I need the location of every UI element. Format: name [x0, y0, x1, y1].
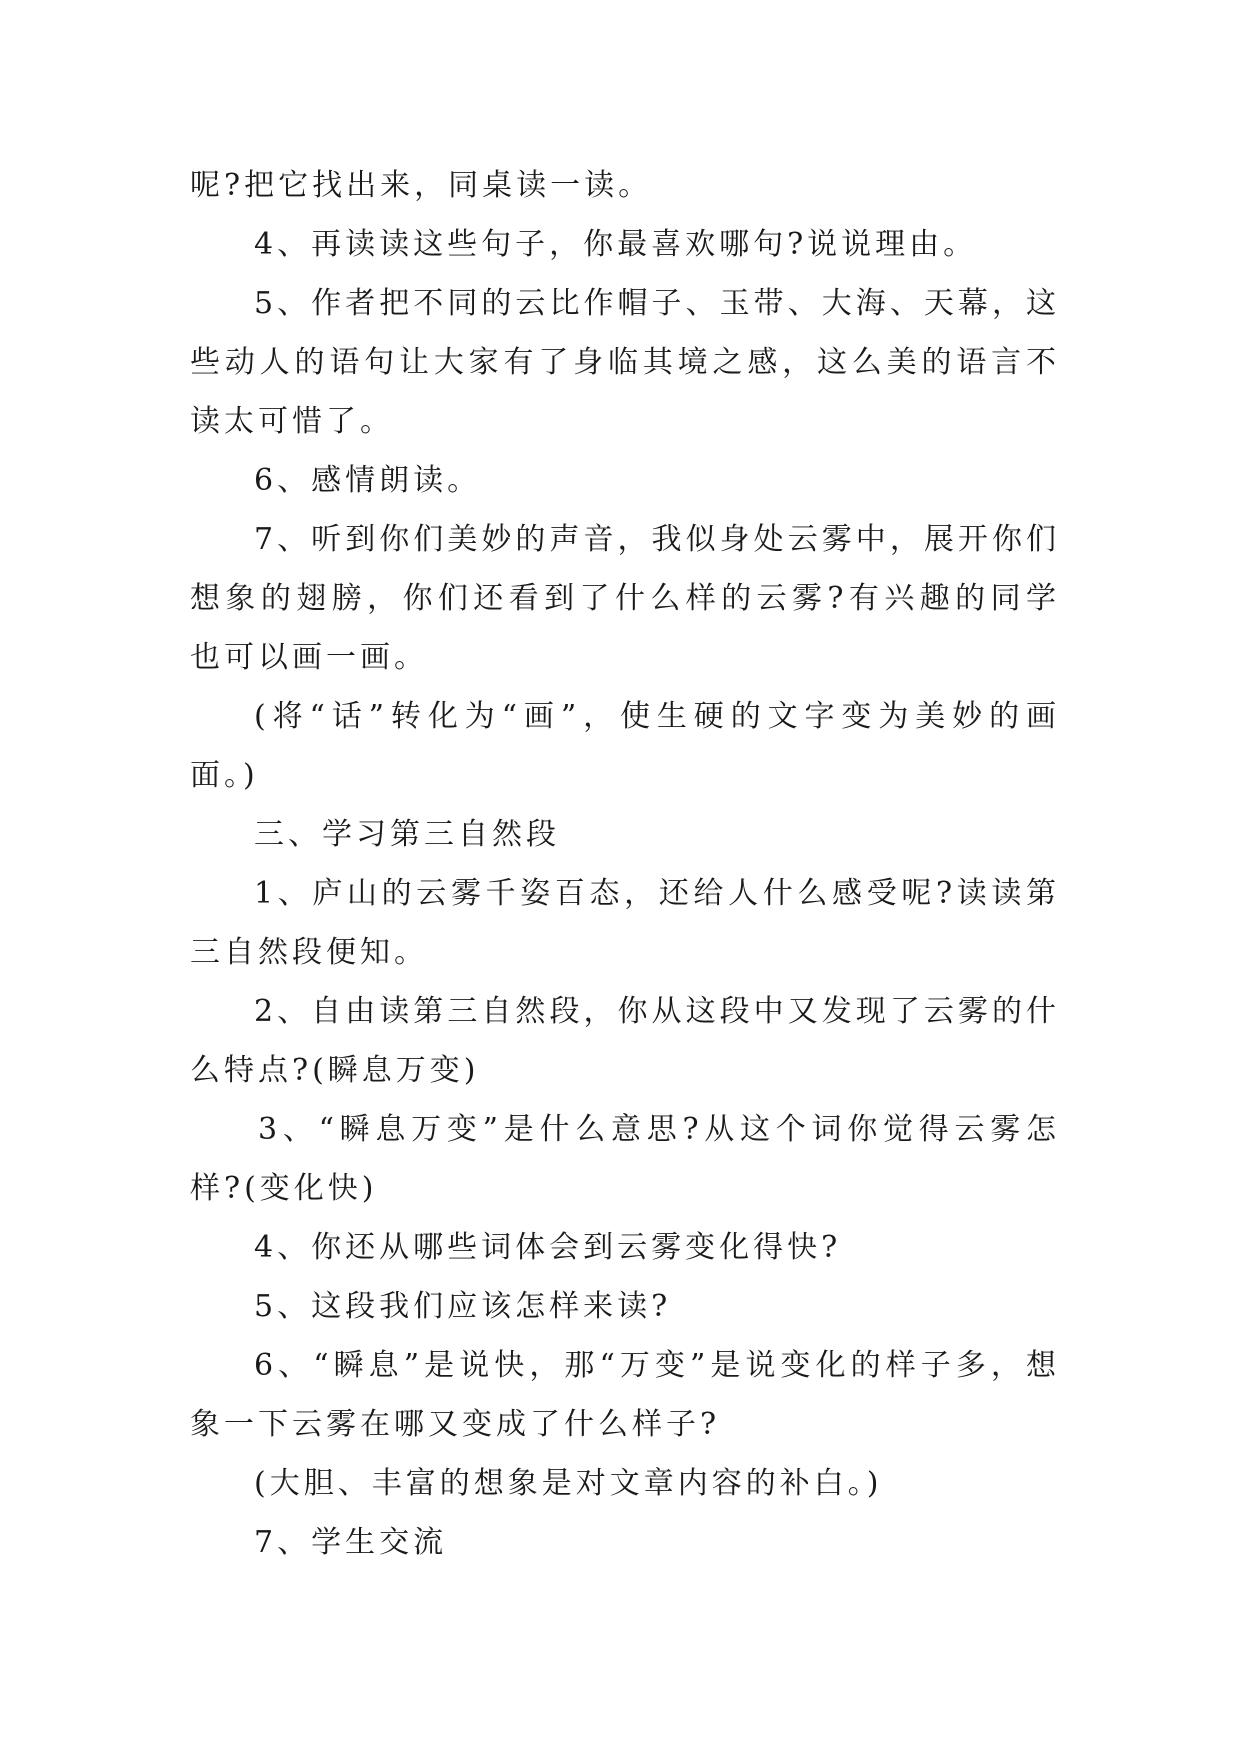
- paragraph-note-2: (大胆、丰富的想象是对文章内容的补白。): [254, 1466, 883, 1501]
- paragraph-item-3: 3、“瞬息万变”是什么意思?从这个词你觉得云雾怎样?(变化快): [190, 1112, 1060, 1206]
- paragraph-item-7b: 7、学生交流: [254, 1525, 448, 1560]
- paragraph-item-5: 5、作者把不同的云比作帽子、玉带、大海、天幕，这些动人的语句让大家有了身临其境之感，这么美的语言不读太可惜了。: [190, 286, 1060, 439]
- paragraph-continuation: 呢?把它找出来，同桌读一读。: [190, 168, 653, 203]
- paragraph-item-6: 6、感情朗读。: [254, 463, 482, 498]
- paragraph-item-5b: 5、这段我们应该怎样来读?: [254, 1289, 672, 1324]
- paragraph-item-2: 2、自由读第三自然段，你从这段中又发现了云雾的什么特点?(瞬息万变): [190, 994, 1060, 1088]
- paragraph-item-7: 7、听到你们美妙的声音，我似身处云雾中，展开你们想象的翅膀，你们还看到了什么样的云雾?有兴趣的同学也可以画一画。: [190, 522, 1060, 675]
- paragraph-item-4: 4、再读读这些句子，你最喜欢哪句?说说理由。: [254, 227, 978, 262]
- paragraph-item-4b: 4、你还从哪些词体会到云雾变化得快?: [254, 1230, 842, 1265]
- section-heading: 三、学习第三自然段: [254, 817, 560, 852]
- paragraph-item-1: 1、庐山的云雾千姿百态，还给人什么感受呢?读读第三自然段便知。: [190, 876, 1060, 970]
- paragraph-item-6b: 6、“瞬息”是说快，那“万变”是说变化的样子多，想象一下云雾在哪又变成了什么样子?: [190, 1348, 1060, 1442]
- paragraph-note: (将“话”转化为“画”，使生硬的文字变为美妙的画面。): [190, 699, 1060, 793]
- document-body: [190, 156, 1060, 1572]
